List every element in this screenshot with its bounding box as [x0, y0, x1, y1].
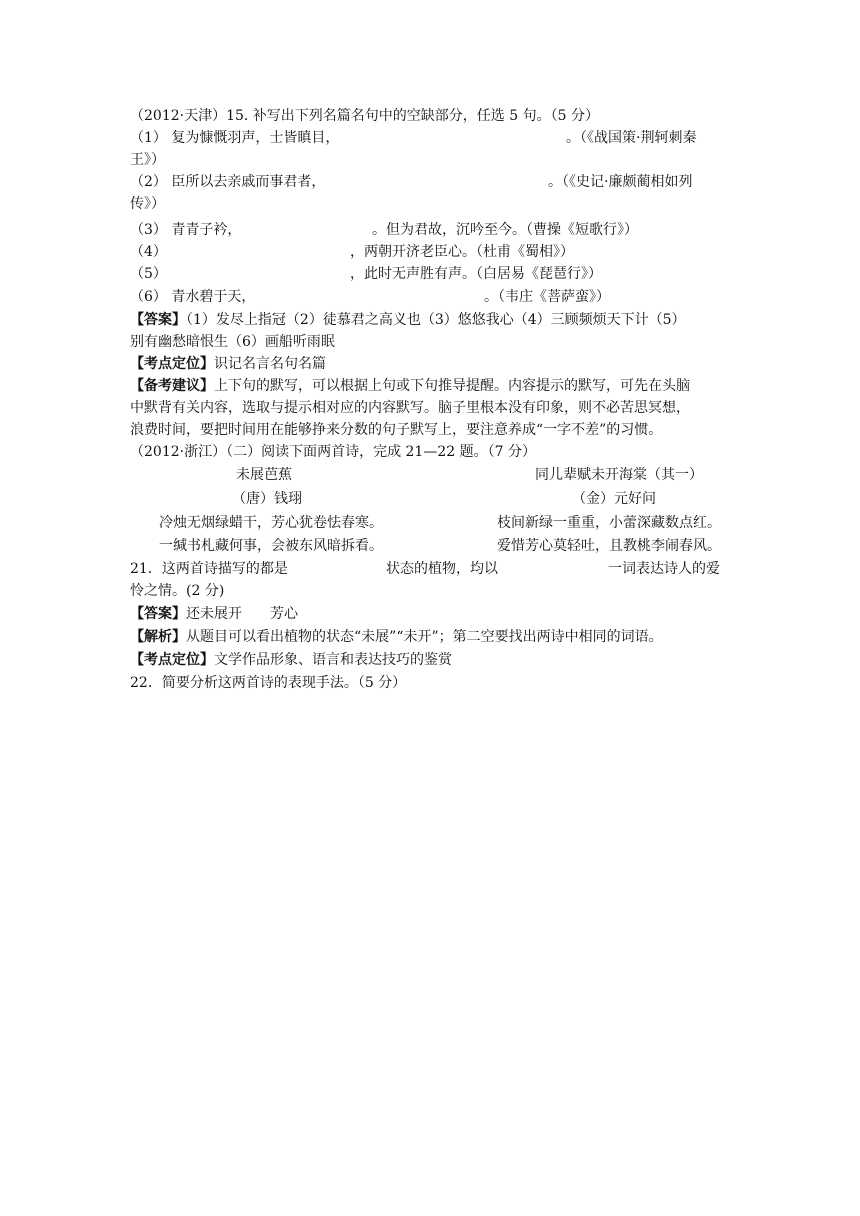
q15-item-1-cont: 王》）: [130, 152, 165, 168]
q15-suggest-line2: 中默背有关内容，选取与提示相对应的内容默写。脑子里根本没有印象，则不必苦思冥想，: [130, 400, 690, 416]
q15-suggest: [130, 375, 730, 397]
answer-label: 【答案】: [130, 312, 186, 328]
q21-answer: [130, 603, 730, 625]
point-text: 文学作品形象、语言和表达技巧的鉴赏: [214, 652, 452, 668]
poem1-line1: 冷烛无烟绿蜡干，芳心犹卷怯春寒。: [159, 515, 383, 531]
q15-item-3-rest: 。但为君故，沉吟至今。（曹操《短歌行》）: [372, 222, 638, 238]
item-number: （6）: [130, 289, 167, 305]
q15-item-6: [130, 286, 730, 308]
q15-answer-cont: 别有幽愁暗恨生（6）画船听雨眠: [130, 334, 335, 350]
suggest-label: 【备考建议】: [130, 378, 214, 394]
poem1-title: 未展芭蕉: [236, 467, 292, 483]
answer-label: 【答案】: [130, 606, 186, 622]
answer-text: 还未展开 芳心: [186, 606, 298, 622]
q15-heading: （2012·天津）15. 补写出下列名篇名句中的空缺部分，任选 5 句。（5 分）: [130, 108, 599, 124]
point-label: 【考点定位】: [130, 356, 214, 372]
q15-point: [130, 353, 730, 375]
q21-part-c: 一词表达诗人的爱: [608, 561, 720, 577]
q15-suggest-line3: 浪费时间，要把时间用在能够挣来分数的句子默写上，要注意养成“一字不差”的习惯。: [130, 422, 663, 438]
item-number: （2）: [130, 174, 167, 190]
item-number: （5）: [130, 266, 167, 282]
q15-item-2-cont: 传》）: [130, 196, 165, 212]
item-prompt: 复为慷慨羽声，士皆瞋目，: [171, 130, 340, 146]
point-text: 识记名言名句名篇: [214, 356, 326, 372]
q21-part-d: 怜之情。(2 分): [130, 583, 225, 599]
item-number: （1）: [130, 130, 167, 146]
q15-item-6-rest: 。（韦庄《菩萨蛮》）: [484, 289, 610, 305]
q21-analysis: [130, 626, 730, 648]
analysis-text: 从题目可以看出植物的状态“未展”“未开”；第二空要找出两诗中相同的词语。: [186, 629, 663, 645]
item-prompt: 青水碧于天，: [171, 289, 256, 305]
analysis-label: 【解析】: [130, 629, 186, 645]
q15-item-5-rest: ，此时无声胜有声。（白居易《琵琶行》）: [350, 266, 602, 282]
q21-point: [130, 649, 730, 671]
poem2-line1: 枝间新绿一重重，小蕾深藏数点红。: [497, 515, 721, 531]
q15-item-1-source: 。（《战国策·荆轲刺秦: [566, 130, 697, 146]
poem2-author: （金）元好问: [572, 491, 656, 507]
poem1-author: （唐）钱珝: [232, 491, 302, 507]
poem1-line2: 一缄书札藏何事，会被东风暗拆看。: [159, 538, 383, 554]
q21-part-b: 状态的植物，均以: [386, 561, 498, 577]
q22-question: 22．简要分析这两首诗的表现手法。（5 分）: [130, 675, 407, 691]
item-prompt: 臣所以去亲戚而事君者，: [171, 174, 326, 190]
q15-item-2-source: 。（《史记·廉颇蔺相如列: [548, 174, 693, 190]
point-label: 【考点定位】: [130, 652, 214, 668]
poem2-title: 同儿辈赋未开海棠（其一）: [535, 467, 703, 483]
item-number: （4）: [130, 244, 167, 260]
q21-part-a: 21．这两首诗描写的都是: [130, 561, 288, 577]
answer-text: （1）发尽上指冠（2）徒慕君之高义也（3）悠悠我心（4）三顾频烦天下计（5）: [186, 312, 686, 328]
item-number: （3）: [130, 222, 167, 238]
item-prompt: 青青子衿，: [171, 222, 242, 238]
suggest-text: 上下句的默写，可以根据上句或下句推导提醒。内容提示的默写，可先在头脑: [214, 378, 690, 394]
q15-item-4-rest: ，两朝开济老臣心。（杜甫《蜀相》）: [350, 244, 574, 260]
zj-heading: （2012·浙江）（二）阅读下面两首诗，完成 21—22 题。（7 分）: [130, 444, 536, 460]
poem2-line2: 爱惜芳心莫轻吐，且教桃李闹春风。: [497, 538, 721, 554]
q15-answer: [130, 309, 730, 331]
